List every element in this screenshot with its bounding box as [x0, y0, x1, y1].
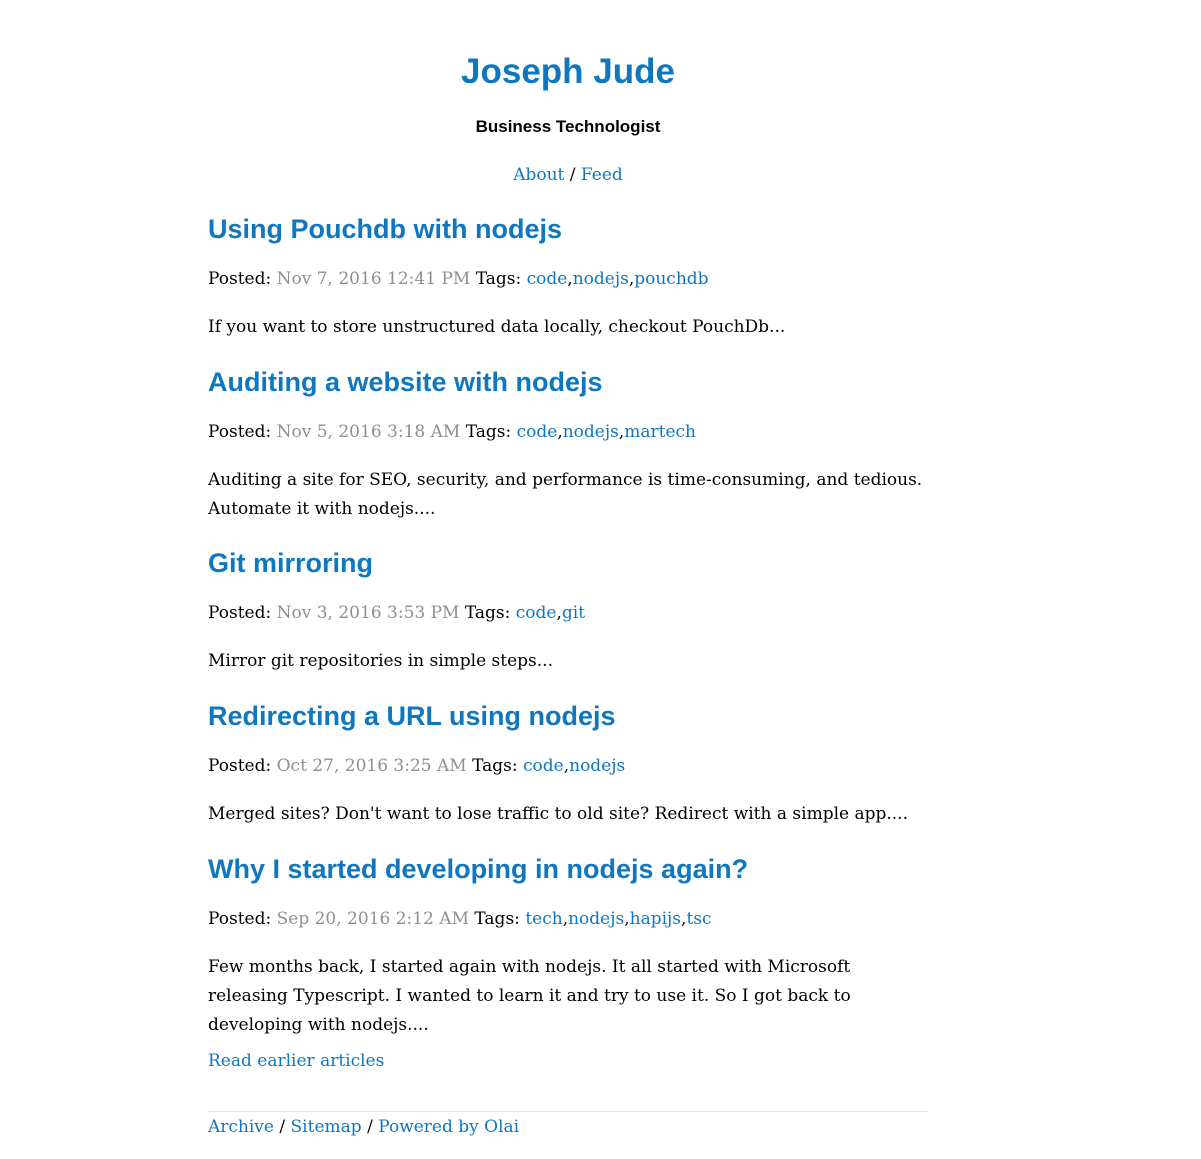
tags-label: Tags:	[474, 909, 520, 929]
post-item	[208, 699, 928, 829]
site-title[interactable]: Joseph Jude	[461, 52, 675, 91]
post-date: Nov 7, 2016 12:41 PM	[276, 269, 471, 289]
post-meta: Posted: Nov 5, 2016 3:18 AM Tags: code,nodejs,martech	[208, 422, 696, 442]
footer-separator: /	[367, 1117, 373, 1137]
tags-label: Tags:	[472, 756, 518, 776]
post-item	[208, 212, 928, 342]
posted-label: Posted:	[208, 422, 272, 442]
tag-link[interactable]: martech	[624, 422, 696, 442]
post-item	[208, 365, 928, 524]
post-meta: Posted: Nov 3, 2016 3:53 PM Tags: code,git	[208, 603, 586, 623]
posted-label: Posted:	[208, 603, 272, 623]
post-excerpt: Few months back, I started again with nodejs. It all started with Microsoft releasing Typescript. I wanted to learn it and try to use it. So I got back to developing with nodejs....	[208, 957, 851, 1035]
nav-separator: /	[569, 165, 576, 185]
post-meta: Posted: Sep 20, 2016 2:12 AM Tags: tech,nodejs,hapijs,tsc	[208, 909, 712, 929]
post-item	[208, 546, 928, 676]
posted-label: Posted:	[208, 756, 272, 776]
tags-label: Tags:	[475, 269, 522, 289]
post-date: Nov 5, 2016 3:18 AM	[276, 422, 461, 442]
footer-separator: /	[279, 1117, 286, 1137]
tag-link[interactable]: nodejs	[572, 269, 629, 289]
footer	[208, 1114, 519, 1140]
post-title-link[interactable]: Redirecting a URL using nodejs	[208, 701, 616, 731]
nav-about-link[interactable]: About	[513, 165, 565, 185]
tags-label: Tags:	[464, 603, 511, 623]
footer-divider	[208, 1111, 928, 1112]
post-title-link[interactable]: Why I started developing in nodejs again?	[208, 854, 749, 884]
footer-sitemap-link[interactable]: Sitemap	[290, 1117, 362, 1137]
post-excerpt: Merged sites? Don't want to lose traffic to old site? Redirect with a simple app....	[208, 804, 908, 824]
post-excerpt: Auditing a site for SEO, security, and performance is time-consuming, and tedious. Automate it with nodejs....	[208, 470, 923, 519]
post-date: Oct 27, 2016 3:25 AM	[276, 756, 467, 776]
tag-link[interactable]: nodejs	[562, 422, 619, 442]
tag-link[interactable]: code	[526, 269, 568, 289]
tag-link[interactable]: code	[515, 603, 557, 623]
tags-label: Tags:	[465, 422, 512, 442]
tag-link[interactable]: nodejs	[569, 756, 626, 776]
nav-feed-link[interactable]: Feed	[580, 165, 623, 185]
site-tagline: Business Technologist	[475, 117, 661, 136]
tag-link[interactable]: tsc	[686, 909, 712, 929]
post-date: Nov 3, 2016 3:53 PM	[276, 603, 460, 623]
tag-link[interactable]: tech	[525, 909, 563, 929]
posted-label: Posted:	[208, 909, 272, 929]
post-item	[208, 852, 928, 1040]
post-excerpt: Mirror git repositories in simple steps...	[208, 651, 553, 671]
post-meta: Posted: Oct 27, 2016 3:25 AM Tags: code,nodejs	[208, 756, 626, 776]
tag-link[interactable]: git	[561, 603, 586, 623]
tag-link[interactable]: code	[516, 422, 558, 442]
top-nav	[208, 162, 928, 188]
post-title-link[interactable]: Using Pouchdb with nodejs	[208, 214, 562, 244]
tag-link[interactable]: nodejs	[568, 909, 625, 929]
tag-link[interactable]: code	[523, 756, 564, 776]
post-date: Sep 20, 2016 2:12 AM	[276, 909, 469, 929]
tag-link[interactable]: pouchdb	[634, 269, 709, 289]
posted-label: Posted:	[208, 269, 272, 289]
footer-archive-link[interactable]: Archive	[208, 1117, 274, 1137]
post-excerpt: If you want to store unstructured data locally, checkout PouchDb...	[208, 317, 786, 337]
read-earlier-link[interactable]: Read earlier articles	[208, 1051, 385, 1071]
post-title-link[interactable]: Auditing a website with nodejs	[208, 367, 603, 397]
post-title-link[interactable]: Git mirroring	[208, 548, 374, 578]
tag-link[interactable]: hapijs	[629, 909, 682, 929]
post-meta: Posted: Nov 7, 2016 12:41 PM Tags: code,nodejs,pouchdb	[208, 269, 709, 289]
footer-powered-link[interactable]: Powered by Olai	[378, 1117, 520, 1137]
